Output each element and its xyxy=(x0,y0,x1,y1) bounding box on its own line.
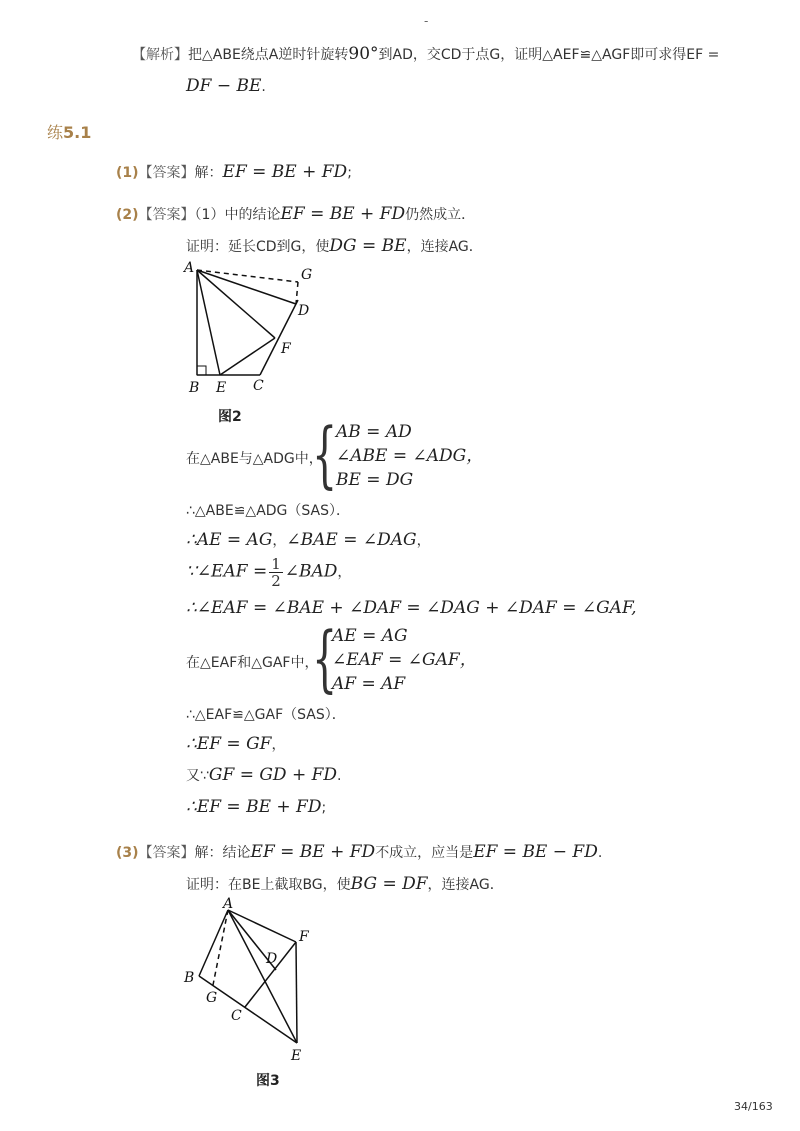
analysis-tag: 【解析】 xyxy=(132,47,188,63)
equality-angles: ∠BAE = ∠DAG xyxy=(286,530,417,550)
half-fraction xyxy=(269,556,283,589)
fig3-label-d: D xyxy=(266,951,278,967)
fig2-seg-ag xyxy=(197,270,298,282)
ef-gf-end: ， xyxy=(271,737,286,753)
gf-end: . xyxy=(337,768,342,784)
ef-gf-formula: ∴EF = GF xyxy=(186,734,272,754)
system-2-line-2 xyxy=(332,648,477,672)
system-1-line-2 xyxy=(336,444,483,468)
equality-sep: ， xyxy=(272,533,287,549)
half-angle-end: ， xyxy=(337,564,352,581)
q1-end: ; xyxy=(347,165,352,181)
analysis-degree: 90° xyxy=(348,44,379,64)
q3-proof-math: BG = DF xyxy=(350,874,428,894)
analysis-formula: DF − BE xyxy=(186,76,262,96)
angle-chain-line: ∴∠EAF = ∠BAE + ∠DAF = ∠DAG + ∠DAF = ∠GAF, xyxy=(186,598,637,618)
system-1-line-1: AB = AD xyxy=(336,422,412,442)
equality-line-1 xyxy=(186,530,431,550)
fig2-seg-ae xyxy=(197,270,220,375)
q2-answer xyxy=(116,204,475,224)
figure-2-caption: 图2 xyxy=(218,409,242,425)
q3-proof-intro xyxy=(186,874,504,894)
equality-ae-ag: ∴AE = AG xyxy=(186,530,273,550)
q2-number: (2) xyxy=(116,207,139,223)
figure-3 xyxy=(180,896,330,1066)
half-angle-line xyxy=(186,556,351,589)
fig2-label-d: D xyxy=(298,303,310,319)
system-1-line-3: BE = DG xyxy=(336,470,414,490)
fig2-seg-cd xyxy=(260,300,298,375)
section-prefix: 练 xyxy=(47,123,64,142)
q1-number: (1) xyxy=(116,165,139,181)
q1-tag: 【答案】 xyxy=(138,165,195,181)
equality-end: ， xyxy=(416,533,431,549)
q3-formula-1: EF = BE + FD xyxy=(250,842,376,862)
section-heading xyxy=(47,120,91,143)
gf-prefix: 又∵ xyxy=(186,768,209,784)
q1-formula: EF = BE + FD xyxy=(222,162,348,182)
system-1-brace: { xyxy=(312,412,338,496)
q3-proof-b: ，连接AG． xyxy=(427,877,504,893)
gf-line xyxy=(186,765,342,785)
fig3-seg-ab xyxy=(199,910,228,976)
ef-gf-line xyxy=(186,734,285,754)
q2-tag: 【答案】 xyxy=(138,207,195,223)
q3-text1: 解：结论 xyxy=(194,845,251,861)
q2-formula: EF = BE + FD xyxy=(280,204,406,224)
fig2-seg-ad xyxy=(197,270,296,304)
system-2-brace: { xyxy=(312,616,338,700)
q2-text1: （1）中的结论 xyxy=(194,207,281,223)
fig2-label-c: C xyxy=(253,378,264,394)
q3-number: (3) xyxy=(116,845,139,861)
fig3-label-b: B xyxy=(184,970,195,986)
final-end: ; xyxy=(321,800,327,816)
q3-answer xyxy=(116,842,602,862)
section-number: 5.1 xyxy=(63,123,92,142)
page-number: 34/163 xyxy=(734,1100,773,1113)
fig3-label-g: G xyxy=(206,990,218,1006)
q2-proof-b: ，连接AG． xyxy=(406,239,483,255)
figure-3-caption: 图3 xyxy=(256,1073,280,1089)
analysis-text-before: 把△ABE绕点A逆时针旋转 xyxy=(188,47,349,63)
half-numerator: 1 xyxy=(271,555,281,573)
fig2-right-angle xyxy=(197,366,206,375)
congruence-2: ∴△EAF≌△GAF（SAS）． xyxy=(186,707,346,723)
analysis-formula-end: . xyxy=(261,79,266,95)
analysis-line-1 xyxy=(132,44,719,64)
q3-tag: 【答案】 xyxy=(138,845,195,861)
system-1-line-2-end: ， xyxy=(466,446,484,466)
fig3-label-a: A xyxy=(223,896,234,912)
q3-proof-a: 证明：在BE上截取BG，使 xyxy=(186,877,351,893)
q2-text2: 仍然成立． xyxy=(405,207,476,223)
system-2-line-2-text: ∠EAF = ∠GAF xyxy=(332,650,460,670)
fig2-label-b: B xyxy=(189,380,200,396)
fig3-label-c: C xyxy=(231,1008,242,1024)
half-denominator: 2 xyxy=(271,572,281,590)
system-2-line-1: AE = AG xyxy=(332,626,408,646)
half-angle-lhs: ∵∠EAF = xyxy=(186,561,268,582)
system-2 xyxy=(332,624,477,696)
system-2-line-2-end: ， xyxy=(459,650,477,670)
system-1 xyxy=(336,420,483,492)
congruence-1: ∴△ABE≌△ADG（SAS）． xyxy=(186,503,351,519)
system-2-line-3: AF = AF xyxy=(332,674,406,694)
fig3-label-f: F xyxy=(299,929,309,945)
fig2-label-e: E xyxy=(216,380,227,396)
analysis-line-2 xyxy=(186,76,266,96)
final-formula: ∴EF = BE + FD xyxy=(186,797,322,817)
q3-end: . xyxy=(597,845,603,861)
system-1-intro: 在△ABE与△ADG中， xyxy=(186,451,323,467)
fig3-seg-ag xyxy=(213,910,228,985)
fig2-seg-ef xyxy=(220,338,275,375)
fig3-seg-fe xyxy=(296,942,297,1043)
analysis-text-after: 到AD，交CD于点G，证明△AEF≌△AGF即可求得EF = xyxy=(378,47,720,63)
q3-formula-2: EF = BE − FD xyxy=(473,842,598,862)
q2-proof-math: DG = BE xyxy=(329,236,407,256)
fig2-seg-af xyxy=(197,270,275,338)
final-line xyxy=(186,797,326,817)
fig2-label-f: F xyxy=(281,341,291,357)
q1-answer xyxy=(116,162,352,182)
fig2-label-a: A xyxy=(184,260,195,276)
q1-text: 解： xyxy=(194,165,223,181)
system-1-line-2-text: ∠ABE = ∠ADG xyxy=(336,446,467,466)
q3-text2: 不成立，应当是 xyxy=(375,845,474,861)
fig3-seg-af xyxy=(228,910,296,942)
gf-formula: GF = GD + FD xyxy=(208,765,338,785)
header-mark: - xyxy=(424,14,429,28)
system-2-intro: 在△EAF和△GAF中， xyxy=(186,655,319,671)
figure-2 xyxy=(180,258,330,398)
half-angle-rhs: ∠BAD xyxy=(284,561,338,582)
fig3-seg-be xyxy=(199,976,297,1043)
fig3-label-e: E xyxy=(291,1048,302,1064)
q2-proof-intro xyxy=(186,236,483,256)
fig2-label-g: G xyxy=(301,267,313,283)
q2-proof-a: 证明：延长CD到G，使 xyxy=(186,239,330,255)
